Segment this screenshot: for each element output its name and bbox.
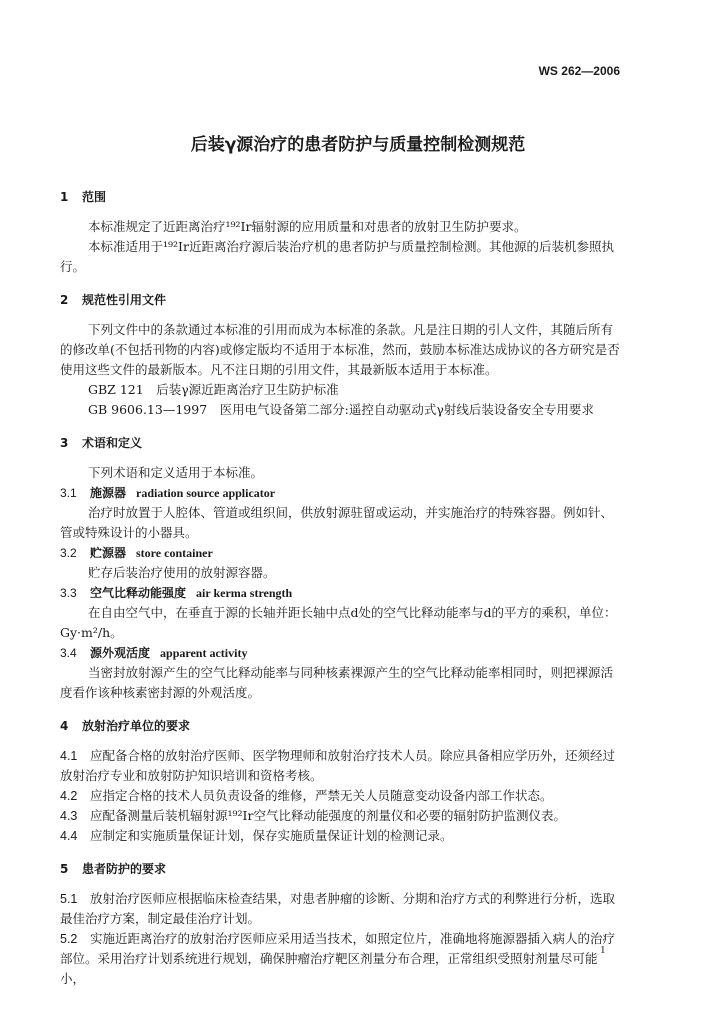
section-title: 术语和定义 — [82, 436, 143, 450]
term-3-3-definition: 在自由空气中，在垂直于源的长轴并距长轴中点d处的空气比释动能率与d的平方的乘积，单位：Gy·m²/h。 — [60, 605, 617, 640]
clause-text: 应配备合格的放射治疗医师、医学物理师和放射治疗技术人员。除应具备相应学历外，还须经过放射治疗专业和放射防护知识培训和资格考核。 — [60, 748, 616, 783]
page-number: 1 — [600, 944, 606, 956]
term-3-1-definition: 治疗时放置于人腔体、管道或组织间，供放射源驻留或运动，并实施治疗的特殊容器。例如针、管或特殊设计的小器具。 — [60, 505, 614, 540]
section-number: 1 — [60, 190, 69, 204]
term-zh: 施源器 — [90, 486, 127, 500]
term-3-3-heading — [60, 583, 620, 603]
section-1-paragraph-2: 本标准适用于¹⁹²Ir近距离治疗源后装治疗机的患者防护与质量控制检测。其他源的后装机参照执行。 — [60, 239, 614, 274]
term-number: 3.2 — [60, 546, 77, 560]
section-number: 5 — [60, 862, 69, 876]
clause-5-1 — [60, 889, 620, 929]
standard-code: WS 262—2006 — [538, 64, 620, 78]
term-3-2-definition: 贮存后装治疗使用的放射源容器。 — [88, 565, 276, 580]
term-number: 3.1 — [60, 486, 77, 500]
term-en: air kerma strength — [196, 586, 293, 600]
term-zh: 源外观活度 — [90, 646, 151, 660]
term-en: apparent activity — [160, 646, 248, 660]
clause-text: 应制定和实施质量保证计划，保存实施质量保证计划的检测记录。 — [90, 828, 453, 843]
section-number: 4 — [60, 719, 69, 733]
clause-4-1 — [60, 746, 620, 786]
reference-gbz-121: GBZ 121 后装γ源近距离治疗卫生防护标准 — [88, 382, 339, 397]
section-1-paragraph-1: 本标准规定了近距离治疗¹⁹²Ir辐射源的应用质量和对患者的放射卫生防护要求。 — [88, 219, 527, 234]
clause-number: 4.4 — [60, 829, 78, 843]
clause-5-2 — [60, 929, 620, 989]
clause-number: 5.1 — [60, 892, 78, 906]
section-title: 放射治疗单位的要求 — [82, 719, 191, 733]
section-title: 规范性引用文件 — [82, 293, 167, 307]
clause-text: 实施近距离治疗的放射治疗医师应采用适当技术，如照定位片，准确地将施源器插入病人的治疗部位。采用治疗计划系统进行规划，确保肿瘤治疗靶区剂量分布合理，正常组织受照射剂量尽可能小， — [60, 931, 616, 986]
section-number: 2 — [60, 293, 69, 307]
term-zh: 贮源器 — [90, 546, 127, 560]
clause-text: 应指定合格的技术人员负责设备的维修，严禁无关人员随意变动设备内部工作状态。 — [90, 788, 553, 803]
term-3-2-heading — [60, 543, 620, 563]
clause-number: 4.3 — [60, 809, 78, 823]
section-5-heading — [60, 860, 620, 877]
clause-text: 应配备测量后装机辐射源¹⁹²Ir空气比释动能强度的剂量仪和必要的辐射防护监测仪表。 — [90, 808, 566, 823]
section-title: 范围 — [82, 190, 107, 204]
clause-number: 4.1 — [60, 749, 78, 763]
term-en: radiation source applicator — [136, 486, 276, 500]
reference-gb-9606: GB 9606.13—1997 医用电气设备第二部分:遥控自动驱动式γ射线后装设备安全专用要求 — [88, 402, 594, 417]
section-2-heading — [60, 291, 620, 308]
section-3-heading — [60, 434, 620, 451]
term-3-1-heading — [60, 483, 620, 503]
section-title: 患者防护的要求 — [82, 862, 167, 876]
clause-number: 4.2 — [60, 789, 78, 803]
section-3-intro: 下列术语和定义适用于本标准。 — [88, 465, 264, 480]
clause-text: 放射治疗医师应根据临床检查结果，对患者肿瘤的诊断、分期和治疗方式的利弊进行分析，选取最佳治疗方案，制定最佳治疗计划。 — [60, 891, 616, 926]
clause-4-4 — [60, 826, 620, 846]
term-number: 3.4 — [60, 646, 77, 660]
document-body — [60, 188, 620, 989]
term-number: 3.3 — [60, 586, 77, 600]
section-number: 3 — [60, 436, 69, 450]
section-4-heading — [60, 717, 620, 734]
term-en: store container — [136, 546, 213, 560]
term-3-4-definition: 当密封放射源产生的空气比释动能率与同种核素裸源产生的空气比释动能率相同时，则把裸源活度看作该种核素密封源的外观活度。 — [60, 665, 614, 700]
document-title: 后装γ源治疗的患者防护与质量控制检测规范 — [190, 135, 526, 155]
clause-4-3 — [60, 806, 620, 826]
section-2-paragraph-1: 下列文件中的条款通过本标准的引用而成为本标准的条款。凡是注日期的引人文件，其随后所有的修改单(不包括刊物的内容)或修定版均不适用于本标准，然而，鼓励本标准达成协议的各方研究是否使用这些文件的最新版本。凡不注日期的引用文件，其最新版本适用于本标准。 — [60, 322, 620, 377]
clause-number: 5.2 — [60, 932, 78, 946]
clause-4-2 — [60, 786, 620, 806]
term-3-4-heading — [60, 643, 620, 663]
section-1-heading — [60, 188, 620, 205]
term-zh: 空气比释动能强度 — [90, 586, 187, 600]
